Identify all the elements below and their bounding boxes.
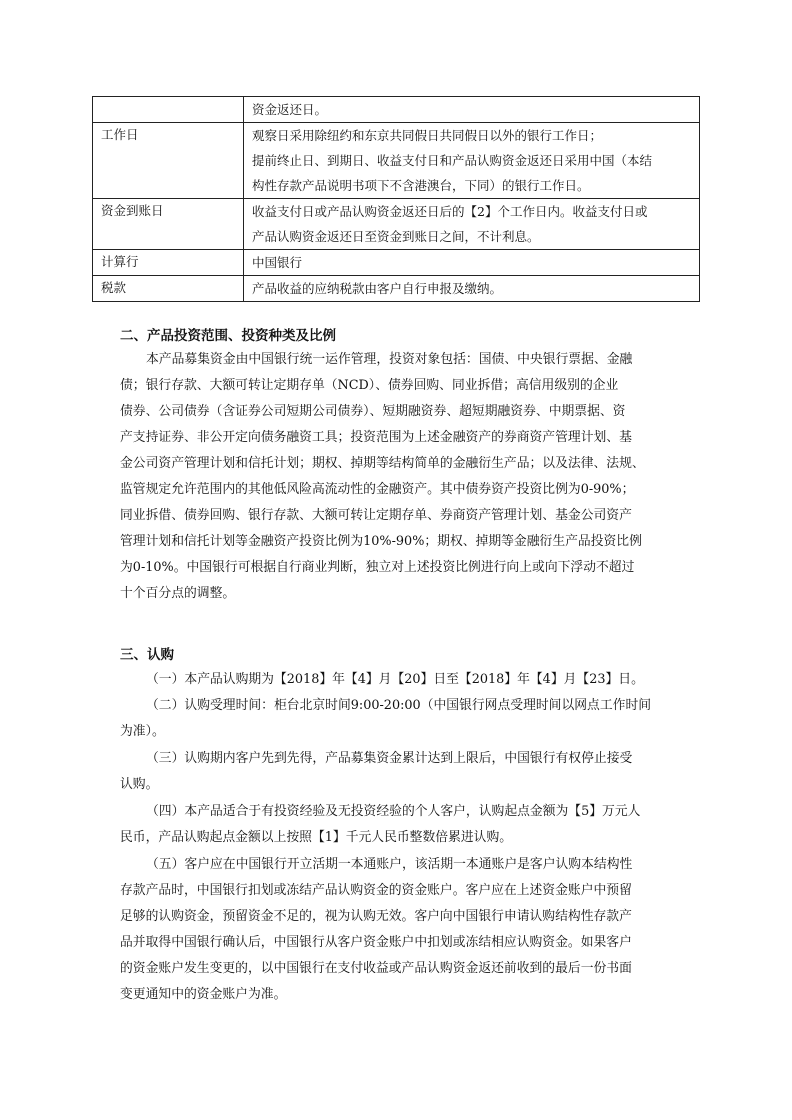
paragraph-line: 为0-10%。中国银行可根据自行商业判断，独立对上述投资比例进行向上或向下浮动不超过: [120, 560, 635, 575]
row-value-line: 产品收益的应纳税款由客户自行申报及缴纳。: [252, 281, 503, 296]
section-heading-investment-scope: 二、产品投资范围、投资种类及比例: [120, 328, 336, 344]
paragraph-line: 变更通知中的资金账户为准。: [120, 987, 287, 1002]
paragraph-line: 十个百分点的调整。: [120, 586, 236, 601]
row-value-line: 构性存款产品说明书项下不含港澳台，下同）的银行工作日。: [252, 178, 590, 193]
row-value-line: 观察日采用除纽约和东京共同假日共同假日以外的银行工作日；: [252, 128, 603, 143]
paragraph-line: 认购。: [120, 777, 159, 792]
paragraph-line: （三）认购期内客户先到先得，产品募集资金累计达到上限后，中国银行有权停止接受: [146, 751, 633, 766]
subscription-clause-2: [120, 693, 680, 745]
paragraph-line: 为准）。: [120, 724, 165, 739]
paragraph-line: （四）本产品适合于有投资经验及无投资经验的个人客户，认购起点金额为【5】万元人: [146, 804, 641, 819]
row-value: [244, 97, 700, 123]
paragraph-line: 债券、公司债券（含证券公司短期公司债券）、短期融资券、超短期融资券、中期票据、资: [120, 404, 626, 419]
table-row: [93, 97, 700, 123]
row-label: 计算行: [93, 250, 244, 276]
row-value: [244, 199, 700, 250]
subscription-clause-4: [120, 799, 680, 851]
investment-scope-paragraph: [120, 347, 680, 607]
section-heading-subscription: 三、认购: [120, 647, 174, 663]
paragraph-line: （二）认购受理时间：柜台北京时间9:00-20:00（中国银行网点受理时间以网点工作时间: [146, 698, 652, 713]
paragraph-line: 债；银行存款、大额可转让定期存单（NCD）、债券回购、同业拆借；高信用级别的企业: [120, 378, 619, 393]
row-label: [93, 97, 244, 123]
row-label: 工作日: [93, 123, 244, 199]
paragraph-line: （一）本产品认购期为【2018】年【4】月【20】日至【2018】年【4】月【23】日。: [146, 672, 644, 687]
paragraph-line: 的资金账户发生变更的，以中国银行在支付收益或产品认购资金返还前收到的最后一份书面: [120, 961, 632, 976]
row-label: 资金到账日: [93, 199, 244, 250]
paragraph-line: （五）客户应在中国银行开立活期一本通账户，该活期一本通账户是客户认购本结构性: [146, 857, 633, 872]
table-row: [93, 276, 700, 302]
table-row: [93, 123, 700, 199]
row-value: [244, 123, 700, 199]
paragraph-line: 监管规定允许范围内的其他低风险高流动性的金融资产。其中债券资产投资比例为0-90%；: [120, 482, 635, 497]
paragraph-line: 管理计划和信托计划等金融资产投资比例为10%-90%；期权、掉期等金融衍生产品投资比例: [120, 534, 642, 549]
paragraph-line: 足够的认购资金，预留资金不足的，视为认购无效。客户向中国银行申请认购结构性存款产: [120, 909, 632, 924]
paragraph-line: 金公司资产管理计划和信托计划；期权、掉期等结构简单的金融衍生产品；以及法律、法规、: [120, 456, 645, 471]
table-row: [93, 250, 700, 276]
row-value-line: 收益支付日或产品认购资金返还日后的【2】个工作日内。收益支付日或: [252, 204, 648, 219]
row-value: [244, 250, 700, 276]
row-value-line: 产品认购资金返还日至资金到账日之间，不计利息。: [252, 229, 540, 244]
paragraph-line: 同业拆借、债券回购、银行存款、大额可转让定期存单、券商资产管理计划、基金公司资产: [120, 508, 632, 523]
paragraph-line: 品并取得中国银行确认后，中国银行从客户资金账户中扣划或冻结相应认购资金。如果客户: [120, 935, 632, 950]
subscription-clause-3: [120, 746, 680, 798]
paragraph-line: 存款产品时，中国银行扣划或冻结产品认购资金的资金账户。客户应在上述资金账户中预留: [120, 883, 632, 898]
row-value-line: 资金返还日。: [252, 102, 328, 117]
paragraph-line: 产支持证券、非公开定向债务融资工具；投资范围为上述金融资产的券商资产管理计划、基: [120, 430, 632, 445]
paragraph-line: 民币，产品认购起点金额以上按照【1】千元人民币整数倍累进认购。: [120, 830, 513, 845]
row-label: 税款: [93, 276, 244, 302]
table-row: [93, 199, 700, 250]
terms-table: [92, 96, 700, 302]
subscription-clause-1: [120, 667, 680, 693]
row-value-line: 提前终止日、到期日、收益支付日和产品认购资金返还日采用中国（本结: [252, 153, 653, 168]
subscription-clause-5: [120, 852, 680, 1008]
paragraph-line: 本产品募集资金由中国银行统一运作管理，投资对象包括：国债、中央银行票据、金融: [146, 352, 633, 367]
row-value: [244, 276, 700, 302]
row-value-line: 中国银行: [252, 255, 303, 270]
